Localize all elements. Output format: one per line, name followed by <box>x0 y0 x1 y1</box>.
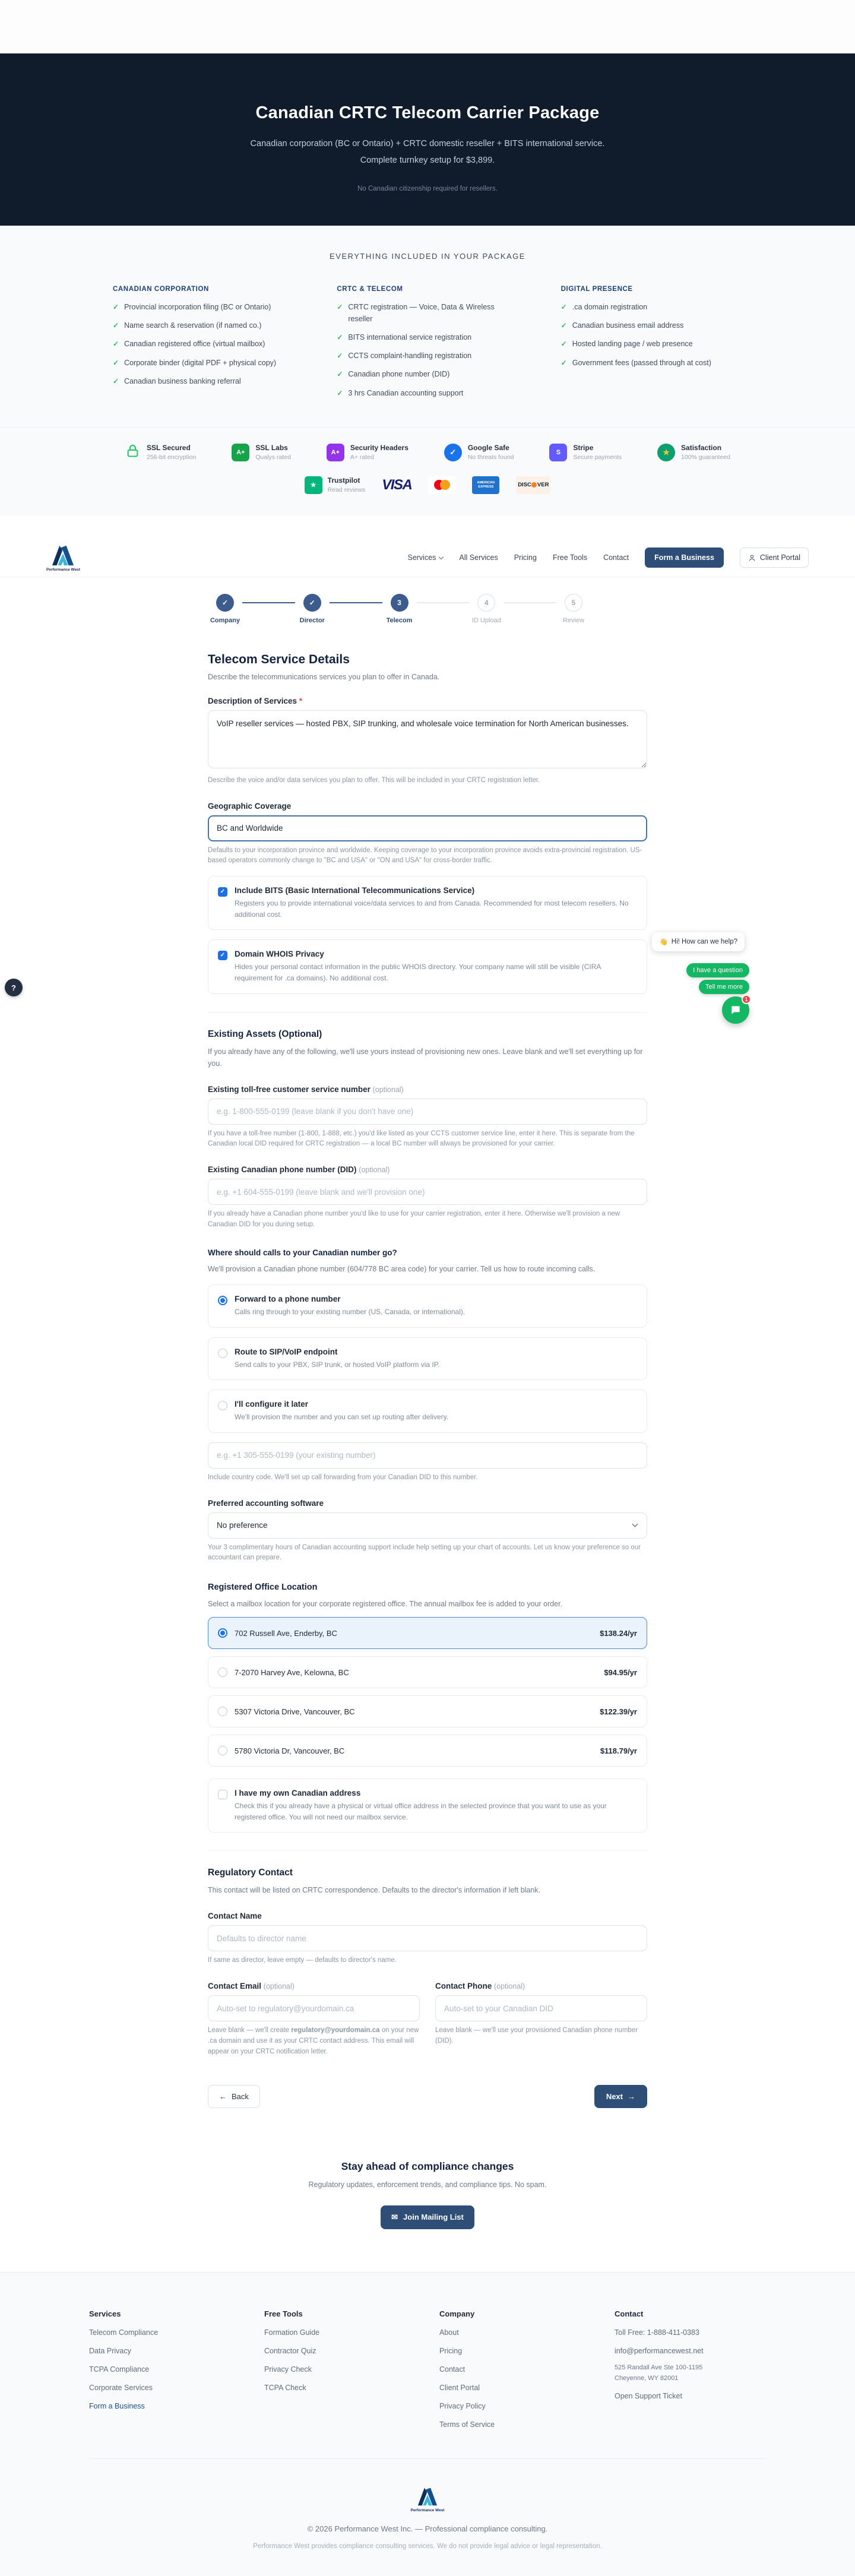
contact-name-label: Contact Name <box>208 1912 262 1921</box>
divider <box>208 1850 647 1851</box>
nav-item-label: Pricing <box>514 553 537 562</box>
contact-name-input[interactable] <box>208 1925 647 1951</box>
form-main <box>208 577 647 2108</box>
contact-phone-label: Contact Phone (optional) <box>435 1982 525 1991</box>
step-label: ID Upload <box>471 616 501 624</box>
check-icon: ✓ <box>337 388 343 397</box>
a-plus-icon: A+ <box>327 444 344 461</box>
chevron-down-icon <box>439 555 444 559</box>
footer-columns <box>89 2309 766 2429</box>
office-subtitle: Select a mailbox location for your corporate registered office. The annual mailbox fee is added to your order. <box>208 1600 563 1609</box>
coverage-input[interactable] <box>208 815 647 841</box>
routing-option-label: I'll configure it later <box>235 1400 308 1409</box>
contact-email-help: Leave blank — we'll create regulatory@yourdomain.ca on your new .ca domain and use it as your CRTC contact address. This email will appear on your CRTC notification letter. <box>208 2027 419 2055</box>
contact-phone-help: Leave blank — we'll use your provisioned Canadian phone number (DID). <box>435 2027 638 2045</box>
office-option-kelowna[interactable] <box>208 1656 647 1688</box>
stripe-icon: S <box>549 444 567 461</box>
join-mailing-list-button[interactable] <box>381 2205 474 2229</box>
list-item-label: Canadian phone number (DID) <box>348 370 450 379</box>
office-option-victoria-drive[interactable] <box>208 1695 647 1727</box>
included-section <box>0 226 855 515</box>
list-item-label: Canadian registered office (virtual mailbox) <box>124 340 265 349</box>
badge-stripe <box>549 443 622 462</box>
person-icon <box>748 554 756 562</box>
step-connector <box>504 602 556 603</box>
office-price: $94.95/yr <box>604 1667 637 1677</box>
check-icon: ✓ <box>560 340 567 349</box>
mountain-logo-icon <box>416 2486 439 2507</box>
step-number: 3 <box>391 594 408 612</box>
step-connector <box>417 602 470 603</box>
check-icon: ✓ <box>113 358 119 367</box>
footer-link-privacy-check[interactable]: Privacy Check <box>264 2365 312 2374</box>
contact-phone-input[interactable] <box>435 1995 647 2021</box>
next-label: Next <box>606 2091 623 2101</box>
footer-link-contractor-quiz[interactable]: Contractor Quiz <box>264 2346 316 2355</box>
trustpilot-star-icon: ★ <box>305 476 322 494</box>
coverage-help: Defaults to your incorporation province and worldwide. Keeping coverage to your incorporation province avoids extra-provincial registration. US-based operators commonly change to "BC and USA" or "ON and USA" for cross-border traffic. <box>208 846 642 865</box>
chat-greeting-bubble[interactable] <box>652 932 745 951</box>
mastercard-logo <box>428 476 455 494</box>
own-address-checkbox[interactable] <box>218 1790 227 1799</box>
chat-greeting-text: Hi! How can we help? <box>671 938 737 945</box>
hero <box>0 53 855 226</box>
list-item-label: Corporate binder (digital PDF + physical copy) <box>124 358 277 367</box>
footer-disclaimer: Performance West provides compliance consulting services. We do not provide legal advice or legal representation. <box>253 2542 602 2550</box>
list-item-label: Government fees (passed through at cost) <box>572 358 711 367</box>
footer-link-corporate-services[interactable]: Corporate Services <box>89 2383 153 2392</box>
badge-subtitle: No threats found <box>467 454 514 461</box>
badge-title: SSL Labs <box>255 444 288 452</box>
hero-note: No Canadian citizenship required for resellers. <box>357 185 498 193</box>
step-telecom[interactable] <box>382 594 417 624</box>
tollfree-label: Existing toll-free customer service number (optional) <box>208 1084 404 1094</box>
nav-item-label: Services <box>407 553 436 562</box>
discover-logo <box>516 476 550 494</box>
badge-subtitle: Secure payments <box>573 454 622 461</box>
step-connector <box>242 602 295 603</box>
client-portal-label: Client Portal <box>759 553 800 562</box>
footer-copyright: © 2026 Performance West Inc. — Professional compliance consulting. <box>307 2524 548 2533</box>
chat-bubble-icon <box>730 1004 742 1016</box>
office-radio[interactable] <box>218 1667 227 1677</box>
badge-subtitle: A+ rated <box>350 454 374 461</box>
bits-option-card[interactable] <box>208 876 647 930</box>
footer-link-about[interactable]: About <box>439 2328 459 2337</box>
office-price: $122.39/yr <box>600 1707 637 1716</box>
office-address: 7-2070 Harvey Ave, Kelowna, BC <box>235 1667 349 1677</box>
own-address-card[interactable] <box>208 1778 647 1833</box>
optional-tag: (optional) <box>372 1085 404 1094</box>
included-column-title: CRTC & TELECOM <box>337 286 403 293</box>
nav-links <box>407 548 809 568</box>
list-item <box>561 301 742 313</box>
question-icon: ? <box>11 983 16 992</box>
check-icon: ✓ <box>113 321 119 330</box>
list-item-label: .ca domain registration <box>572 303 648 312</box>
badge-title: Stripe <box>573 444 594 452</box>
contact-name-help: If same as director, leave empty — defaults to director's name. <box>208 1957 397 1964</box>
own-address-help: Check this if you already have a physical or virtual office address in the selected province that you want to use as your registered office. You will not need our mailbox service. <box>235 1802 607 1821</box>
step-review[interactable] <box>556 594 591 624</box>
check-icon: ✓ <box>560 303 567 312</box>
newsletter-section <box>0 2108 855 2272</box>
badge-title: Security Headers <box>350 444 408 452</box>
list-item-label: BITS international service registration <box>348 333 472 342</box>
form-subtitle: Describe the telecommunications services you plan to offer in Canada. <box>208 672 440 681</box>
office-address: 702 Russell Ave, Enderby, BC <box>235 1628 337 1638</box>
footer-column-title: Free Tools <box>264 2309 303 2318</box>
routing-option-help: We'll provision the number and you can set up routing after delivery. <box>235 1413 449 1422</box>
back-label: Back <box>232 2091 249 2101</box>
badge-google-safe <box>444 443 514 462</box>
list-item <box>113 357 294 369</box>
discover-text: VER <box>537 482 549 489</box>
routing-option-sip[interactable] <box>208 1337 647 1381</box>
list-item-label: 3 hrs Canadian accounting support <box>348 388 464 397</box>
existing-assets-subtitle: If you already have any of the following, we'll use yours instead of provisioning new ones. Leave blank and we'll set everything up for you. <box>208 1047 643 1068</box>
office-radio[interactable] <box>218 1746 227 1755</box>
nav-item-label: Contact <box>603 553 629 562</box>
included-columns <box>113 286 742 406</box>
footer <box>0 2272 855 2576</box>
chat-quick-reply-question[interactable]: I have a question <box>686 963 749 977</box>
routing-option-label: Route to SIP/VoIP endpoint <box>235 1347 338 1356</box>
star-icon: ★ <box>657 444 675 461</box>
list-item <box>113 319 294 331</box>
routing-option-forward[interactable] <box>208 1284 647 1328</box>
footer-column-free-tools <box>264 2309 416 2429</box>
included-heading: EVERYTHING INCLUDED IN YOUR PACKAGE <box>330 252 525 261</box>
chat-quick-reply-more[interactable]: Tell me more <box>699 980 749 994</box>
description-label: Description of Services * <box>208 696 303 705</box>
footer-column-services <box>89 2309 240 2429</box>
page-title: Canadian CRTC Telecom Carrier Package <box>255 103 600 122</box>
routing-subtitle: We'll provision a Canadian phone number (604/778 BC area code) for your carrier. Tell us how to route incoming calls. <box>208 1264 596 1273</box>
step-number: 4 <box>477 594 495 612</box>
tollfree-help: If you have a toll-free number (1-800, 1-888, etc.) you'd like listed as your CCTS customer service line, enter it here. This is separate from the Canadian local DID required for CRTC registration — a local BC number will always be provisioned for your carrier. <box>208 1129 635 1148</box>
office-price: $118.79/yr <box>600 1746 637 1755</box>
badge-subtitle: 256-bit encryption <box>147 454 197 461</box>
office-option-victoria-dr[interactable] <box>208 1735 647 1767</box>
required-asterisk: * <box>299 696 303 705</box>
tollfree-input[interactable] <box>208 1099 647 1125</box>
nav-item-contact[interactable] <box>603 553 629 562</box>
forward-radio[interactable] <box>218 1296 227 1305</box>
check-icon: ✓ <box>113 303 119 312</box>
hero-subtitle: Canadian corporation (BC or Ontario) + CRTC domestic reseller + BITS international service. Complete turnkey setup for $3,899. <box>250 139 605 165</box>
optional-tag: (optional) <box>263 1982 294 1991</box>
footer-brand-name: Performance West <box>410 2508 445 2512</box>
nav-item-label: All Services <box>459 553 498 562</box>
footer-column-contact <box>615 2309 766 2429</box>
badge-subtitle: 100% guaranteed <box>681 454 730 461</box>
list-item <box>337 331 518 343</box>
trustpilot-title: Trustpilot <box>327 476 360 485</box>
included-column-corporation <box>113 286 294 406</box>
visa-logo: VISA <box>382 476 412 493</box>
footer-link-formation-guide[interactable]: Formation Guide <box>264 2328 320 2337</box>
own-address-label: I have my own Canadian address <box>235 1789 361 1798</box>
progress-stepper <box>208 594 591 624</box>
check-icon: ✓ <box>113 340 119 349</box>
list-item <box>337 368 518 380</box>
footer-link-client-portal[interactable]: Client Portal <box>439 2383 480 2392</box>
form-a-business-button[interactable]: Form a Business <box>645 548 724 568</box>
existing-assets-heading: Existing Assets (Optional) <box>208 1028 322 1039</box>
footer-logo <box>89 2486 766 2512</box>
payment-row <box>0 466 855 507</box>
check-icon: ✓ <box>337 333 343 342</box>
step-number: 5 <box>565 594 582 612</box>
did-help: If you already have a Canadian phone number you'd like to use for your carrier registration, enter it here. Otherwise we'll provision a new Canadian DID for you during setup. <box>208 1210 620 1229</box>
amex-logo: AMERICAN EXPRESS <box>472 476 499 494</box>
office-radio[interactable] <box>218 1707 227 1716</box>
badge-satisfaction <box>657 443 730 462</box>
routing-option-help: Send calls to your PBX, SIP trunk, or hosted VoIP platform via IP. <box>235 1360 440 1369</box>
chat-unread-badge: 1 <box>742 995 751 1004</box>
contact-email-field <box>208 1966 420 2057</box>
accounting-select-wrap <box>208 1512 647 1539</box>
badge-title: SSL Secured <box>147 444 191 452</box>
optional-tag: (optional) <box>359 1166 390 1175</box>
footer-support-ticket[interactable]: Open Support Ticket <box>615 2391 682 2400</box>
top-spacer <box>0 0 855 53</box>
trustpilot-subtitle: Read reviews <box>327 486 366 494</box>
included-column-digital <box>561 286 742 406</box>
step-company[interactable] <box>208 594 242 624</box>
office-heading: Registered Office Location <box>208 1583 318 1593</box>
list-item-label: Provincial incorporation filing (BC or Ontario) <box>124 303 271 312</box>
trustpilot-badge[interactable] <box>305 476 366 494</box>
brand-logo[interactable] <box>46 544 80 572</box>
footer-column-title: Contact <box>615 2309 644 2318</box>
did-input[interactable] <box>208 1179 647 1205</box>
whois-option-card[interactable] <box>208 939 647 993</box>
lock-icon <box>125 443 141 462</box>
list-item-label: Canadian business email address <box>572 321 684 330</box>
list-item-label: Hosted landing page / web presence <box>572 340 693 349</box>
nav-item-all-services[interactable] <box>459 553 498 562</box>
nav-item-free-tools[interactable] <box>553 553 587 562</box>
step-check-icon: ✓ <box>303 594 321 612</box>
arrow-left-icon: ← <box>219 2091 227 2101</box>
footer-column-company <box>439 2309 591 2429</box>
footer-address-line2: Cheyenne, WY 82001 <box>615 2374 679 2382</box>
badge-ssl-secured <box>125 443 196 462</box>
client-portal-button[interactable] <box>740 548 809 568</box>
bits-label: Include BITS (Basic International Telecommunications Service) <box>235 886 475 895</box>
check-icon: ✓ <box>337 352 343 360</box>
next-button[interactable] <box>594 2085 647 2108</box>
bits-help: Registers you to provide international voice/data services to and from Canada. Recommended for most telecom resellers. No additional cost. <box>235 899 629 919</box>
footer-link-privacy-policy[interactable]: Privacy Policy <box>439 2401 486 2410</box>
badge-ssl-labs <box>232 443 291 462</box>
accounting-help: Your 3 complimentary hours of Canadian accounting support include help setting up your chart of accounts. Let us know your preference so our accountant can prepare. <box>208 1543 641 1562</box>
list-item <box>113 375 294 387</box>
footer-link-tcpa-compliance[interactable]: TCPA Compliance <box>89 2365 150 2374</box>
routing-option-later[interactable] <box>208 1390 647 1433</box>
office-address: 5307 Victoria Drive, Vancouver, BC <box>235 1707 355 1716</box>
help-fab-button[interactable] <box>5 979 23 996</box>
a-plus-icon: A+ <box>232 444 249 461</box>
description-help: Describe the voice and/or data services you plan to offer. This will be included in your CRTC registration letter. <box>208 776 540 784</box>
shield-check-icon: ✓ <box>444 444 462 461</box>
top-navigation <box>0 539 855 577</box>
footer-link-contact[interactable]: Contact <box>439 2365 466 2374</box>
check-icon: ✓ <box>113 376 119 385</box>
later-radio[interactable] <box>218 1401 227 1410</box>
list-item-label: Name search & reservation (if named co.) <box>124 321 262 330</box>
badge-title: Satisfaction <box>681 444 722 452</box>
footer-address-line1: 525 Randall Ave Ste 100-1195 <box>615 2363 703 2371</box>
mountain-logo-icon <box>50 544 75 567</box>
whois-label: Domain WHOIS Privacy <box>235 950 324 959</box>
trust-badges <box>125 428 730 466</box>
list-item <box>561 338 742 350</box>
footer-link-telecom-compliance[interactable]: Telecom Compliance <box>89 2328 159 2337</box>
routing-heading: Where should calls to your Canadian number go? <box>208 1248 397 1257</box>
office-address: 5780 Victoria Dr, Vancouver, BC <box>235 1746 345 1755</box>
included-column-title: CANADIAN CORPORATION <box>113 286 209 293</box>
footer-bottom <box>89 2458 766 2550</box>
list-item <box>337 301 518 325</box>
form-title: Telecom Service Details <box>208 652 350 666</box>
step-check-icon: ✓ <box>216 594 234 612</box>
chat-launcher-button[interactable] <box>722 996 749 1024</box>
badge-title: Google Safe <box>467 444 509 452</box>
whois-help: Hides your personal contact information in the public WHOIS directory. Your company name will still be visible (CIRA requirement for .ca domains). No additional cost. <box>235 963 601 983</box>
step-label: Director <box>299 616 325 624</box>
whois-checkbox[interactable] <box>218 951 227 960</box>
list-item <box>113 301 294 313</box>
accounting-label: Preferred accounting software <box>208 1498 324 1508</box>
accounting-select[interactable] <box>208 1512 647 1539</box>
badge-subtitle: Qualys rated <box>255 454 291 461</box>
list-item <box>337 387 518 399</box>
bits-checkbox[interactable] <box>218 887 227 897</box>
footer-link-tcpa-check[interactable]: TCPA Check <box>264 2383 306 2392</box>
nav-item-label: Free Tools <box>552 553 588 562</box>
regulatory-heading: Regulatory Contact <box>208 1868 293 1878</box>
back-button[interactable] <box>208 2085 260 2108</box>
list-item-label: CCTS complaint-handling registration <box>348 352 472 360</box>
list-item <box>561 319 742 331</box>
contact-phone-field <box>435 1966 647 2057</box>
step-label: Telecom <box>386 616 413 624</box>
newsletter-subtitle: Regulatory updates, enforcement trends, and compliance tips. No spam. <box>308 2180 547 2189</box>
footer-tollfree[interactable]: Toll Free: 1-888-411-0383 <box>615 2328 699 2337</box>
step-label: Review <box>562 616 585 624</box>
form-buttons <box>208 2085 647 2108</box>
check-icon: ✓ <box>220 888 226 895</box>
discover-dot <box>531 482 537 488</box>
footer-link-pricing[interactable]: Pricing <box>439 2346 463 2355</box>
join-mailing-list-label: Join Mailing List <box>403 2213 464 2222</box>
wave-icon: 👋 <box>659 939 668 946</box>
discover-text: DISC <box>518 482 531 489</box>
step-id-upload[interactable] <box>469 594 504 624</box>
nav-item-services[interactable] <box>407 553 443 562</box>
newsletter-title: Stay ahead of compliance changes <box>341 2160 514 2172</box>
optional-tag: (optional) <box>494 1982 525 1991</box>
footer-link-form-a-business[interactable]: Form a Business <box>89 2401 145 2410</box>
forward-number-input[interactable] <box>208 1442 647 1469</box>
included-column-title: DIGITAL PRESENCE <box>560 286 633 293</box>
list-item <box>561 357 742 369</box>
check-icon: ✓ <box>337 370 343 379</box>
did-label: Existing Canadian phone number (DID) (optional) <box>208 1165 390 1175</box>
badge-security-headers <box>327 443 408 462</box>
check-icon: ✓ <box>220 952 226 959</box>
office-price: $138.24/yr <box>600 1628 637 1638</box>
list-item <box>337 350 518 362</box>
contact-email-label: Contact Email (optional) <box>208 1982 294 1991</box>
arrow-right-icon: → <box>628 2091 635 2101</box>
footer-column-title: Company <box>439 2309 475 2318</box>
step-director[interactable] <box>295 594 330 624</box>
office-radio[interactable] <box>218 1628 227 1638</box>
brand-name: Performance West <box>46 567 80 572</box>
footer-link-terms[interactable]: Terms of Service <box>439 2420 495 2429</box>
nav-item-pricing[interactable] <box>514 553 537 562</box>
step-connector <box>330 602 382 603</box>
routing-option-label: Forward to a phone number <box>235 1294 341 1303</box>
coverage-label: Geographic Coverage <box>208 801 292 811</box>
included-column-crtc <box>337 286 518 406</box>
envelope-icon: ✉ <box>391 2212 398 2221</box>
sip-radio[interactable] <box>218 1349 227 1358</box>
office-option-enderby[interactable] <box>208 1617 647 1649</box>
list-item-label: CRTC registration — Voice, Data & Wireless reseller <box>348 303 495 324</box>
regulatory-subtitle: This contact will be listed on CRTC correspondence. Defaults to the director's information if left blank. <box>208 1886 541 1895</box>
check-icon: ✓ <box>337 303 343 312</box>
description-textarea[interactable] <box>208 710 647 768</box>
check-icon: ✓ <box>560 321 567 330</box>
contact-email-input[interactable] <box>208 1995 420 2021</box>
step-label: Company <box>210 616 240 624</box>
routing-option-help: Calls ring through to your existing number (US, Canada, or international). <box>235 1307 466 1316</box>
footer-email[interactable]: info@performancewest.net <box>615 2346 704 2355</box>
list-item <box>113 338 294 350</box>
check-icon: ✓ <box>560 358 567 367</box>
footer-column-title: Services <box>89 2309 121 2318</box>
footer-link-data-privacy[interactable]: Data Privacy <box>89 2346 131 2355</box>
list-item-label: Canadian business banking referral <box>124 376 241 385</box>
forward-number-help: Include country code. We'll set up call forwarding from your Canadian DID to this number. <box>208 1473 478 1481</box>
